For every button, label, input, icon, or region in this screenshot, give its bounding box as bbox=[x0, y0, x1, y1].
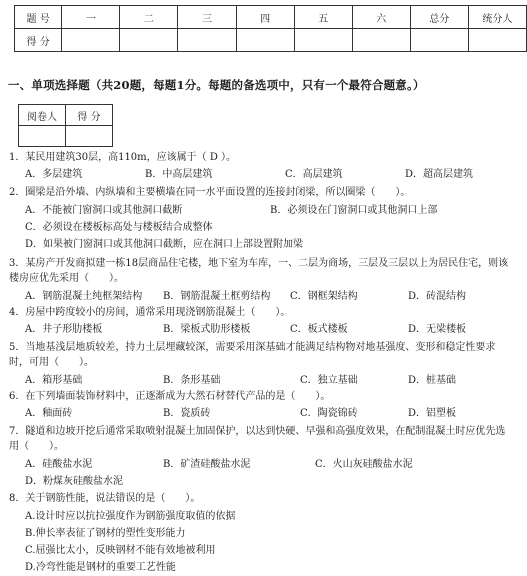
option: B．钢筋混凝土框剪结构 bbox=[163, 291, 271, 302]
option: C．钢框架结构 bbox=[290, 291, 358, 302]
option: B．中高层建筑 bbox=[145, 169, 213, 180]
option: A．井子形肋楼板 bbox=[25, 324, 103, 335]
grader-table bbox=[18, 104, 113, 147]
option: A．釉面砖 bbox=[25, 408, 73, 419]
score-cell bbox=[352, 29, 410, 52]
score-cell bbox=[62, 29, 120, 52]
option: D.冷弯性能是钢材的重要工艺性能 bbox=[25, 562, 176, 573]
option: B．必须设在门窗洞口或其他洞口上部 bbox=[270, 205, 438, 216]
header-cell-6: 六 bbox=[352, 6, 410, 29]
grader-score-label: 得 分 bbox=[66, 105, 113, 126]
option: B．梁板式肋形楼板 bbox=[163, 324, 251, 335]
option: B.伸长率表征了钢材的塑性变形能力 bbox=[25, 528, 186, 539]
question-stem: 1．某民用建筑30层，高110m，应该属于（ D ）。 bbox=[9, 152, 237, 163]
question-stem: 3．某房产开发商拟建一栋18层商品住宅楼，地下室为车库，一、二层为商场，三层及三层以上为居民住宅，则该楼房应优先采用（ ）。 bbox=[9, 258, 509, 284]
option: B．矿渣硅酸盐水泥 bbox=[163, 459, 251, 470]
question-stem: 6．在下列墙面装饰材料中，正逐渐成为大然石材替代产品的是（ ）。 bbox=[9, 391, 331, 402]
header-cell-tallier: 统分人 bbox=[468, 6, 526, 29]
grader-cell bbox=[19, 126, 66, 147]
option: D．无梁楼板 bbox=[408, 324, 467, 335]
score-cell bbox=[120, 29, 178, 52]
score-cell bbox=[410, 29, 468, 52]
grader-label: 阅卷人 bbox=[19, 105, 66, 126]
question-stem: 8．关于钢筋性能，说法错误的是（ ）。 bbox=[9, 493, 201, 504]
question-stem: 5．当地基浅层地质较差，持力土层埋藏较深，需要采用深基础才能满足结构物对地基强度、变形和稳定性要求时，可用（ ）。 bbox=[9, 342, 496, 368]
option: B．瓷质砖 bbox=[163, 408, 211, 419]
option: D．桩基础 bbox=[408, 375, 457, 386]
option: D．粉煤灰硅酸盐水泥 bbox=[25, 476, 124, 487]
score-table-header-row bbox=[15, 6, 527, 29]
option: D．铝塑板 bbox=[408, 408, 457, 419]
score-table bbox=[14, 5, 527, 52]
option: C．必须设在楼板标高处与楼板结合成整体 bbox=[25, 222, 213, 233]
option: A.设计时应以抗拉强度作为钢筋强度取值的依据 bbox=[25, 511, 236, 522]
option: C．板式楼板 bbox=[290, 324, 348, 335]
score-table-score-row bbox=[15, 29, 527, 52]
header-cell-4: 四 bbox=[236, 6, 294, 29]
header-cell-5: 五 bbox=[294, 6, 352, 29]
option: D．如果被门窗洞口或其他洞口截断，应在洞口上部设置附加梁 bbox=[25, 239, 304, 250]
option: A．硅酸盐水泥 bbox=[25, 459, 93, 470]
question-stem: 2．圈梁是沿外墙、内纵墙和主要横墙在同一水平面设置的连接封闭梁，所以圈梁（ ）。 bbox=[9, 187, 411, 198]
option: D．砖混结构 bbox=[408, 291, 467, 302]
section-title: 一、单项选择题（共20题，每题1分。每题的备选项中，只有一个最符合题意。） bbox=[8, 78, 425, 92]
option: C．火山灰硅酸盐水泥 bbox=[315, 459, 413, 470]
header-cell-total: 总分 bbox=[410, 6, 468, 29]
option: C．陶瓷锦砖 bbox=[300, 408, 358, 419]
grader-cell bbox=[66, 126, 113, 147]
option: A．不能被门窗洞口或其他洞口截断 bbox=[25, 205, 183, 216]
score-cell bbox=[294, 29, 352, 52]
option: A．钢筋混凝土纯框架结构 bbox=[25, 291, 143, 302]
score-cell bbox=[468, 29, 526, 52]
option: C.屈强比太小，反映钢材不能有效地被利用 bbox=[25, 545, 216, 556]
option: D．超高层建筑 bbox=[405, 169, 474, 180]
header-cell-label: 题 号 bbox=[15, 6, 62, 29]
option: A．多层建筑 bbox=[25, 169, 83, 180]
header-cell-3: 三 bbox=[178, 6, 236, 29]
score-cell bbox=[236, 29, 294, 52]
score-cell bbox=[178, 29, 236, 52]
option: A．箱形基础 bbox=[25, 375, 83, 386]
question-stem: 4．房屋中跨度较小的房间，通常采用现浇钢筋混凝土（ ）。 bbox=[9, 307, 291, 318]
score-row-label: 得 分 bbox=[15, 29, 62, 52]
option: C．独立基础 bbox=[300, 375, 358, 386]
header-cell-1: 一 bbox=[62, 6, 120, 29]
question-stem: 7．隧道和边坡开挖后通常采取喷射混凝土加固保护，以达到快硬、早强和高强度效果，在配制混凝土时应优先选用（ ）。 bbox=[9, 426, 506, 452]
option: B．条形基础 bbox=[163, 375, 221, 386]
header-cell-2: 二 bbox=[120, 6, 178, 29]
option: C．高层建筑 bbox=[285, 169, 343, 180]
